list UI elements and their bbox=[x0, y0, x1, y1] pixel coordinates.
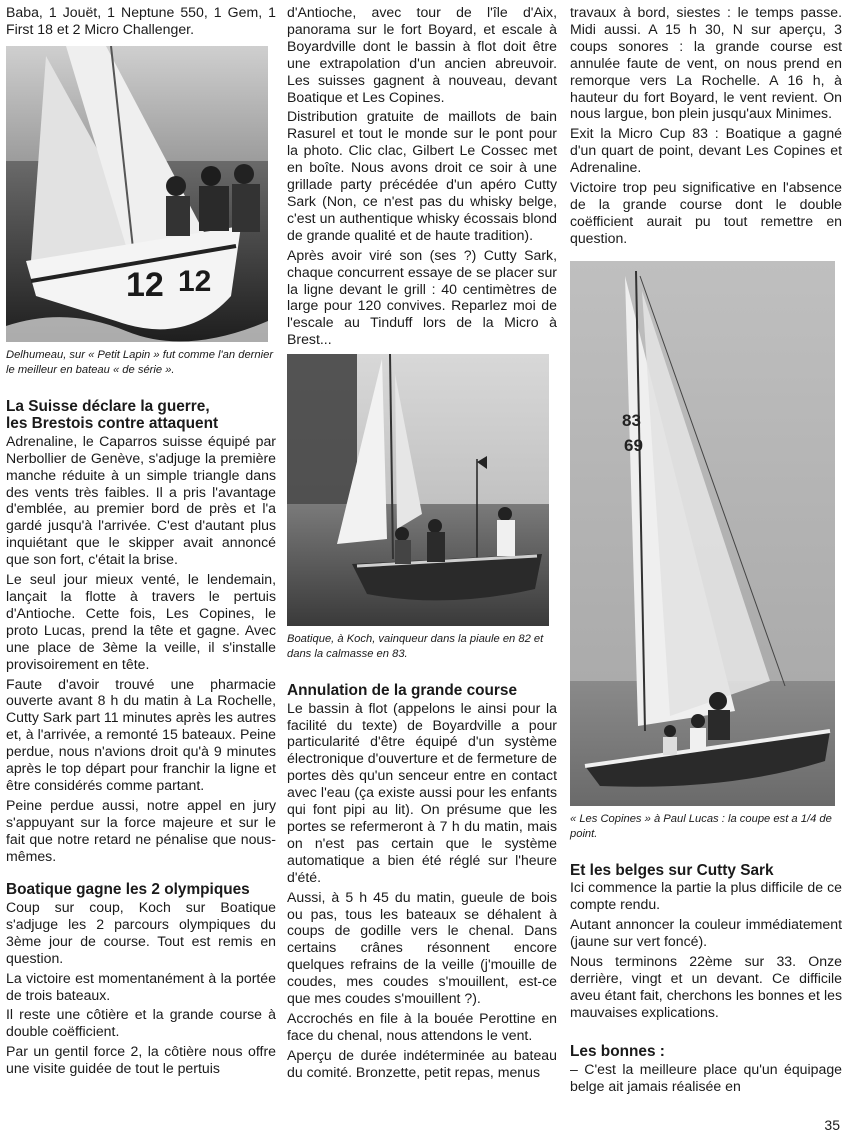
paragraph: Distribution gratuite de maillots de bain Rasurel et tout le monde sur le pont pour la photo. Clic clac, Gilbert Le Cossec met en boîte. Nous avons droit ce soir à une grillade party précédée d'un apéro Cutty Sark (Non, ce n'est pas du whisky belge, c'est un authentique whisky écossais blond de grande qualité et de haute tradition). bbox=[287, 108, 557, 243]
photo2-caption: Boatique, à Koch, vainqueur dans la piaule en 82 et dans la calmasse en 83. bbox=[287, 633, 544, 661]
paragraph: Victoire trop peu significative en l'absence de la grande course dont le double coëfficient aurait pu tout remettre en question. bbox=[570, 179, 842, 246]
photo3-caption: « Les Copines » à Paul Lucas : la coupe est a 1/4 de point. bbox=[570, 812, 832, 840]
sail-number-83: 83 bbox=[622, 410, 641, 430]
column-3 bbox=[570, 4, 842, 1095]
sail-number-left: 12 bbox=[126, 265, 164, 304]
paragraph: Le seul jour mieux venté, le lendemain, lançait la flotte à travers le pertuis d'Antioche. Cette fois, Les Copines, le proto Lucas, prend la tête et gagne. Avec une place de 3ème la veille, il s'installe provisoirement en tête. bbox=[6, 571, 276, 672]
photo1-caption: Delhumeau, sur « Petit Lapin » fut comme l'an dernier le meilleur en bateau « de série ». bbox=[6, 348, 274, 376]
paragraph: Par un gentil force 2, la côtière nous offre une visite guidée de tout le pertuis bbox=[6, 1043, 276, 1077]
paragraph: Aussi, à 5 h 45 du matin, gueule de bois ou pas, tous les bateaux se déhalent à coups de godille vers le chenal. Dans certains crânes résonnent encore quelques refrains de la veille (j'mouille de coudes, mes coudes s'mouillent, est-ce que mes coudes s'mouillent ?). bbox=[287, 888, 557, 1007]
photo-petit-lapin bbox=[6, 46, 268, 342]
section-title-suisse-line2: les Brestois contre attaquent bbox=[6, 415, 219, 433]
section-title-suisse-line1: La Suisse déclare la guerre, bbox=[6, 397, 210, 415]
intro-paragraph: Baba, 1 Jouët, 1 Neptune 550, 1 Gem, 1 First 18 et 2 Micro Challenger. bbox=[6, 4, 276, 37]
paragraph: Aperçu de durée indéterminée au bateau du comité. Bronzette, petit repas, menus bbox=[287, 1046, 557, 1080]
paragraph: Faute d'avoir trouvé une pharmacie ouverte avant 8 h du matin à La Rochelle, Cutty Sark part 11 minutes après les autres et, à l'arrivée, a remonté 15 bateaux. Peine perdue, nous n'avions droit qu'à 9 minutes après le top départ pour franchir la ligne et être considérés comme partant. bbox=[6, 675, 276, 793]
column-1 bbox=[6, 4, 276, 1077]
sail-number-69: 69 bbox=[624, 435, 643, 455]
paragraph: travaux à bord, siestes : le temps passe. Midi aussi. A 15 h 30, N sur aperçu, 3 coups sonores : la grande course est annulée faute de vent, on nous prend en remorque vers La Rochelle. A 16 h, à hauteur du fort Boyard, le vent revient. On nous largue, bon plein jusqu'aux Minimes. bbox=[570, 4, 842, 122]
section-title-belges: Et les belges sur Cutty Sark bbox=[570, 861, 774, 879]
paragraph: Le bassin à flot (appelons le ainsi pour la facilité du texte) de Boyardville a pour particularité d'être équipé d'un système électronique d'ouverture et de fermeture de portes dès qu'un senceur entre en contact avec l'eau (ça existe aussi pour les enfants qui font pipi au lit). On présume que les portes se refermeront à 7 h du matin, mais on n'est pas certain que le système automatique a bien été réglé sur l'heure d'été. bbox=[287, 699, 557, 885]
sailboat-photo-3 bbox=[570, 261, 835, 806]
paragraph: – C'est la meilleure place qu'un équipage belge ait jamais réalisée en bbox=[570, 1060, 842, 1094]
paragraph: Nous terminons 22ème sur 33. Onze derrière, vingt et un devant. Ce difficile aveu étant fait, cherchons les bonnes et les mauvaises explications. bbox=[570, 952, 842, 1020]
paragraph: Ici commence la partie la plus difficile de ce compte rendu. bbox=[570, 879, 842, 913]
paragraph: Après avoir viré son (ses ?) Cutty Sark, chaque concurrent essaye de se placer sur la ligne devant le grill : 40 centimètres de large pour 120 convives. Reparlez moi de l'escale au Tinduff lors de la Micro à Brest... bbox=[287, 246, 557, 348]
paragraph: Accrochés en file à la bouée Perottine en face du chenal, nous attendons le vent. bbox=[287, 1009, 557, 1043]
sailboat-photo-2 bbox=[287, 354, 549, 626]
paragraph: Autant annoncer la couleur immédiatement (jaune sur vert foncé). bbox=[570, 916, 842, 949]
sail-number-right: 12 bbox=[178, 264, 212, 298]
paragraph: La victoire est momentanément à la portée de trois bateaux. bbox=[6, 969, 276, 1003]
sailboat-photo-1 bbox=[6, 46, 268, 342]
paragraph: Il reste une côtière et la grande course à double coëfficient. bbox=[6, 1006, 276, 1040]
section-title-annulation: Annulation de la grande course bbox=[287, 682, 518, 700]
paragraph: Peine perdue aussi, notre appel en jury s'appuyant sur la force majeure et sur le fait que notre retard ne pénalise que nous-mêmes. bbox=[6, 796, 276, 864]
paragraph: d'Antioche, avec tour de l'île d'Aix, panorama sur le fort Boyard, et escale à Boyardville dont le bassin à flot doit être une extrapolation d'un ancien abreuvoir. Les suisses gagnent à nouveau, devant Boatique et Les Copines. bbox=[287, 4, 557, 105]
page-number: 35 bbox=[824, 1117, 840, 1133]
section-title-olympiques: Boatique gagne les 2 olympiques bbox=[6, 881, 250, 899]
photo-les-copines bbox=[570, 261, 835, 806]
section-title-bonnes: Les bonnes : bbox=[570, 1043, 665, 1061]
paragraph: Adrenaline, le Caparros suisse équipé par Nerbollier de Genève, s'adjuge la première manche réduite à un simple triangle dans des vents très faibles. Il a pris l'avantage d'emblée, au premier bord de près et l'a gardé jusqu'à l'arrivée. C'est d'autant plus inquiétant que le skipper avait annoncé que son fort, c'était la brise. bbox=[6, 432, 276, 568]
column-2 bbox=[287, 4, 557, 1081]
paragraph: Coup sur coup, Koch sur Boatique s'adjuge les 2 parcours olympiques du 3ème jour de course. Tout est remis en question. bbox=[6, 898, 276, 966]
photo-boatique bbox=[287, 354, 549, 626]
paragraph: Exit la Micro Cup 83 : Boatique a gagné d'un quart de point, devant Les Copines et Adrenaline. bbox=[570, 125, 842, 176]
